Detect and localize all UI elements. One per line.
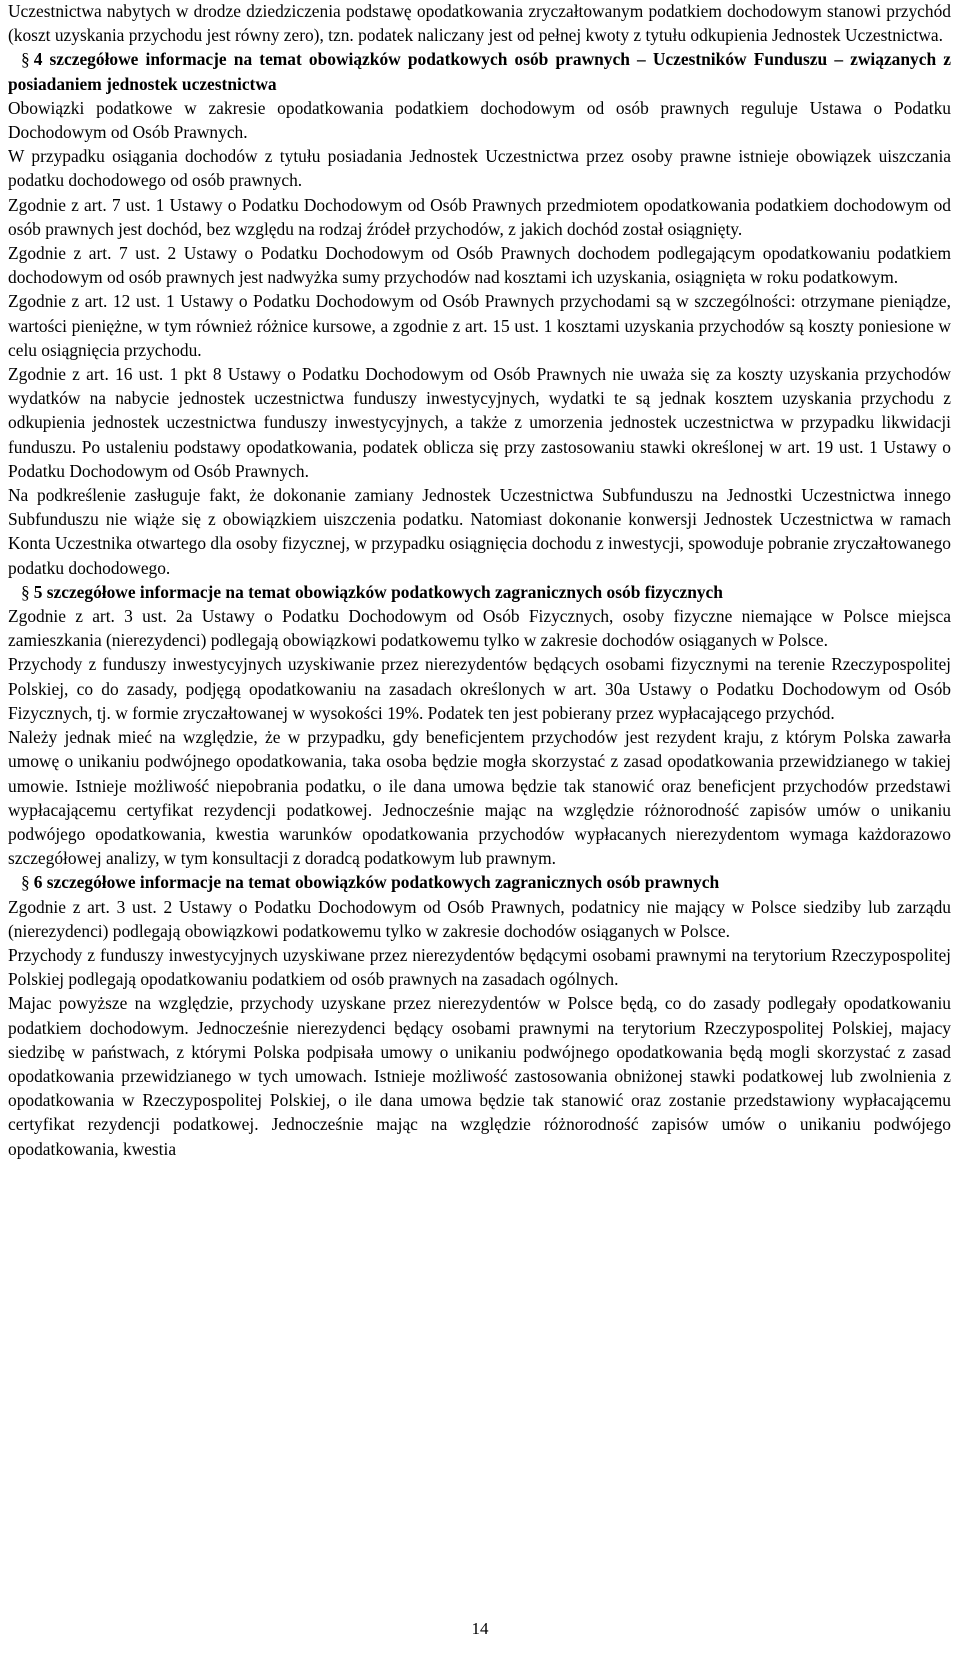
section-6-heading-text: 6 szczegółowe informacje na temat obowiązków podatkowych zagranicznych osób prawnych: [33, 872, 720, 893]
section-symbol: §: [21, 49, 30, 70]
page-number: 14: [471, 1619, 489, 1638]
section-6-paragraph: Majac powyższe na względzie, przychody uzyskane przez nierezydentów w Polsce będą, co do zasady podlegały opodatkowaniu podatkiem dochodowym. Jednocześnie nierezydenci będący osobami prawnymi na terytorium Rzeczypospolitej Polskiej, majacy siedzibę w państwach, z którymi Polska podpisała umowy o unikaniu podwójnego opodatkowania będą mogli skorzystać z zasad opodatkowania przewidzianego w tych umowach. Istnieje możliwość zastosowania obniżonej stawki podatkowej lub zwolnienia z opodatkowania w Rzeczypospolitej Polskiej, o ile dana umowa będzie tak stanowić oraz zostanie przedstawiony wypłacającemu certyfikat rezydencji podatkowej. Jednocześnie mając na względzie różnorodność zapisów umów o unikaniu podwójego opodatkowania, kwestia: [8, 993, 951, 1159]
section-4-paragraph: Obowiązki podatkowe w zakresie opodatkowania podatkiem dochodowym od osób prawnych reguluje Ustawa o Podatku Dochodowym od Osób Prawnych.: [8, 97, 951, 143]
section-5-heading-text: 5 szczegółowe informacje na temat obowiązków podatkowych zagranicznych osób fizycznych: [33, 581, 723, 602]
section-6-paragraph: Przychody z funduszy inwestycyjnych uzyskiwane przez nierezydentów będącymi osobami prawnymi na terytorium Rzeczypospolitej Polskiej podlegają opodatkowaniu podatkiem od osób prawnych na zasadach ogólnych.: [8, 944, 951, 990]
section-5-paragraph: Przychody z funduszy inwestycyjnych uzyskiwanie przez nierezydentów będących osobami fizycznymi na terenie Rzeczypospolitej Polskiej, co do zasady, podjęgą opodatkowaniu na zasadach określonych w art. 30a Ustawy o Podatku Dochodowym od Osób Fizycznych, tj. w formie zryczałtowanej w wysokości 19%. Podatek ten jest pobierany przez wypłacającego przychód.: [8, 654, 951, 723]
section-4-paragraph: Zgodnie z art. 12 ust. 1 Ustawy o Podatku Dochodowym od Osób Prawnych przychodami są w szczególności: otrzymane pieniądze, wartości pieniężne, w tym również różnice kursowe, a zgodnie z art. 15 ust. 1 kosztami uzyskania przychodów są koszty poniesione w celu osiągnięcia przychodu.: [8, 291, 951, 360]
section-5-heading: [8, 580, 951, 604]
section-6-paragraph: Zgodnie z art. 3 ust. 2 Ustawy o Podatku Dochodowym od Osób Prawnych, podatnicy nie mający w Polsce siedziby lub zarządu (nierezydenci) podlegają obowiązkowi podatkowemu tylko w zakresie dochodów osiąganych w Polsce.: [8, 896, 951, 941]
section-5-paragraph: Zgodnie z art. 3 ust. 2a Ustawy o Podatku Dochodowym od Osób Fizycznych, osoby fizyczne niemające w Polsce miejsca zamieszkania (nierezydenci) podlegają obowiązkowi podatkowemu tylko w zakresie dochodów osiąganych w Polsce.: [8, 606, 951, 651]
intro-paragraph: Uczestnictwa nabytych w drodze dziedziczenia podstawę opodatkowania zryczałtowanym podatkiem dochodowym stanowi przychód (koszt uzyskania przychodu jest równy zero), tzn. podatek naliczany jest od pełnej kwoty z tytułu odkupienia Jednostek Uczestnictwa.: [8, 1, 951, 46]
document-page: [8, 0, 951, 1161]
section-4-paragraph: W przypadku osiągania dochodów z tytułu posiadania Jednostek Uczestnictwa przez osoby prawne istnieje obowiązek uiszczania podatku dochodowego od osób prawnych.: [8, 146, 951, 191]
section-6-heading: [8, 870, 951, 894]
section-4-paragraph: Zgodnie z art. 16 ust. 1 pkt 8 Ustawy o Podatku Dochodowym od Osób Prawnych nie uważa się za koszty uzyskania przychodów wydatków na nabycie jednostek uczestnictwa funduszy inwestycyjnych, wydatki te są jednak kosztem uzyskania przychodu z odkupienia jednostek uczestnictwa funduszy inwestycyjnych, a także z umorzenia jednostek uczestnictwa w przypadku likwidacji funduszu. Po ustaleniu podstawy opodatkowania, podatek oblicza się przy zastosowaniu stawki określonej w art. 19 ust. 1 Ustawy o Podatku Dochodowym od Osób Prawnych.: [8, 364, 951, 481]
section-4-heading: [8, 47, 951, 95]
section-4-heading-text: 4 szczegółowe informacje na temat obowiązków podatkowych osób prawnych – Uczestników Funduszu – związanych z posiadaniem jednostek uczestnictwa: [8, 49, 951, 94]
section-5-paragraph: Należy jednak mieć na względzie, że w przypadku, gdy beneficjentem przychodów jest rezydent kraju, z którym Polska zawarła umowę o unikaniu podwójnego opodatkowania, taka osoba będzie mogła skorzystać z zasad opodatkowania przewidzianego w takiej umowie. Istnieje możliwość niepobrania podatku, o ile dana umowa będzie tak stanowić oraz beneficjent przychodów przedstawi wypłacającemu certyfikat rezydencji podatkowej. Jednocześnie mając na względzie różnorodność zapisów umów o unikaniu podwójego opodatkowania, kwestia warunków opodatkowania przychodów wypłacanych nierezydentom wymaga każdorazowo szczegółowej analizy, w tym konsultacji z doradcą podatkowym lub prawnym.: [8, 727, 951, 869]
section-4-paragraph: Zgodnie z art. 7 ust. 2 Ustawy o Podatku Dochodowym od Osób Prawnych dochodem podlegającym opodatkowaniu podatkiem dochodowym od osób prawnych jest nadwyżka sumy przychodów nad kosztami ich uzyskania, osiągnięta w roku podatkowym.: [8, 243, 951, 288]
section-4-paragraph: Zgodnie z art. 7 ust. 1 Ustawy o Podatku Dochodowym od Osób Prawnych przedmiotem opodatkowania podatkiem dochodowym od osób prawnych jest dochód, bez względu na rodzaj źródeł przychodów, z jakich dochód został osiągnięty.: [8, 194, 951, 239]
section-symbol: §: [21, 872, 30, 893]
section-4-paragraph: Na podkreślenie zasługuje fakt, że dokonanie zamiany Jednostek Uczestnictwa Subfunduszu na Jednostki Uczestnictwa innego Subfunduszu nie wiąże się z obowiązkiem uiszczenia podatku. Natomiast dokonanie konwersji Jednostek Uczestnictwa w ramach Konta Uczestnika otwartego dla osoby fizycznej, w przypadku osiągnięcia dochodu z inwestycji, spowoduje pobranie zryczałtowanego podatku dochodowego.: [8, 485, 951, 578]
section-symbol: §: [21, 581, 30, 602]
